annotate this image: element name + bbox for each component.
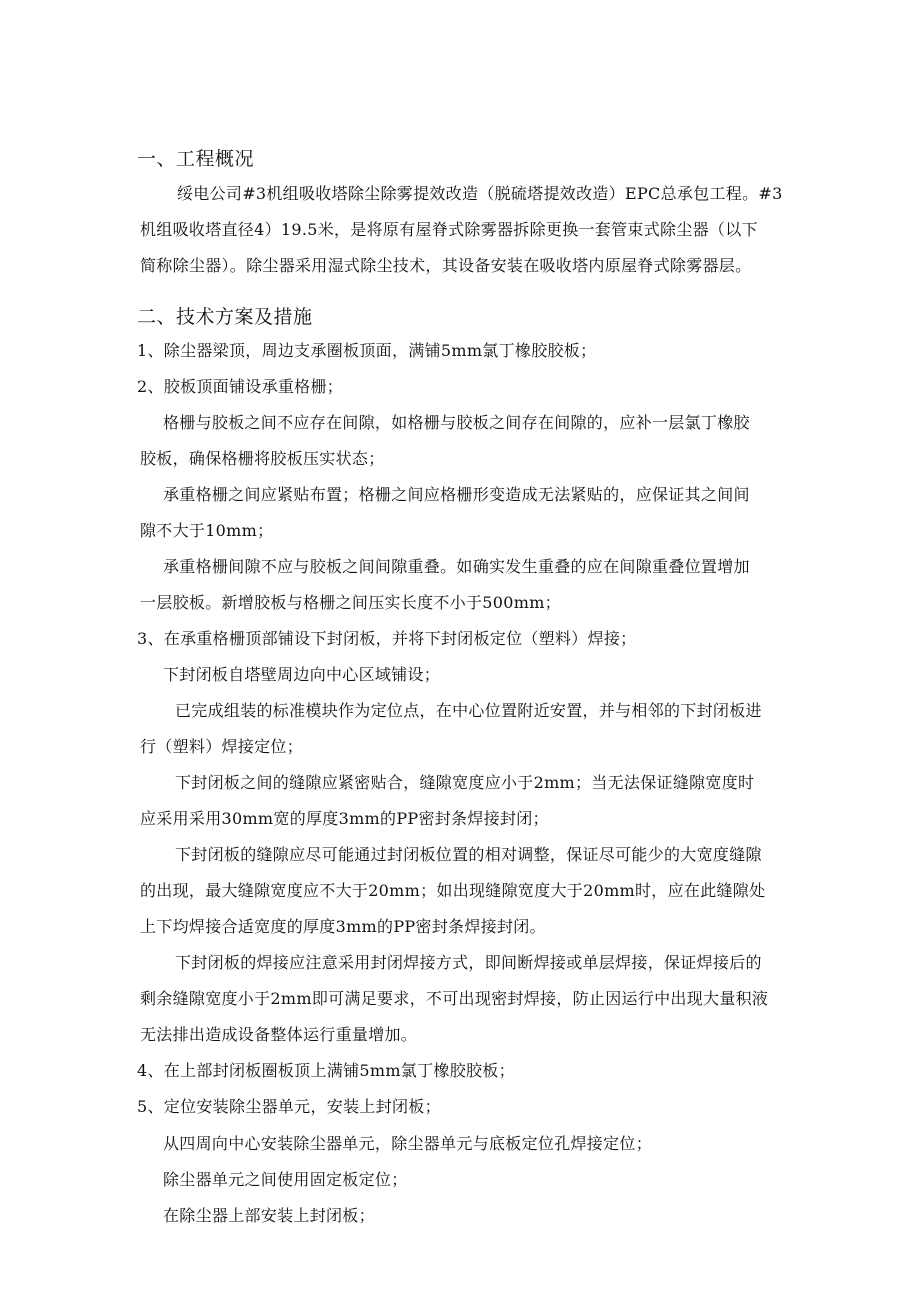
overview-line-3: 简称除尘器）。除尘器采用湿式除尘技术，其设备安装在吸收塔内原屋脊式除雾器层。: [140, 256, 752, 275]
tech-line-25: 在除尘器上部安装上封闭板；: [163, 1206, 375, 1225]
tech-line-12: 行（塑料）焊接定位；: [140, 737, 304, 756]
tech-line-24: 除尘器单元之间使用固定板定位；: [163, 1170, 408, 1189]
overview-line-1: 绥电公司#3机组吸收塔除尘除雾提效改造（脱硫塔提效改造）EPC总承包工程。#3: [177, 184, 783, 203]
tech-line-4: 胶板，确保格栅将胶板压实状态；: [140, 449, 385, 468]
tech-line-23: 从四周向中心安装除尘器单元，除尘器单元与底板定位孔焊接定位；: [163, 1134, 653, 1153]
tech-line-5: 承重格栅之间应紧贴布置；格栅之间应格栅形变造成无法紧贴的，应保证其之间间: [163, 485, 750, 504]
tech-line-11: 已完成组装的标准模块作为定位点，在中心位置附近安置，并与相邻的下封闭板进: [175, 701, 762, 720]
tech-line-22: 5、定位安装除尘器单元，安装上封闭板；: [137, 1097, 441, 1116]
tech-line-17: 上下均焊接合适宽度的厚度3mm的PP密封条焊接封闭。: [140, 917, 546, 936]
tech-line-19: 剩余缝隙宽度小于2mm即可满足要求，不可出现密封焊接，防止因运行中出现大量积液: [140, 989, 769, 1008]
tech-line-18: 下封闭板的焊接应注意采用封闭焊接方式，即间断焊接或单层焊接，保证焊接后的: [175, 953, 762, 972]
tech-line-15: 下封闭板的缝隙应尽可能通过封闭板位置的相对调整，保证尽可能少的大宽度缝隙: [175, 845, 762, 864]
tech-line-2: 2、胶板顶面铺设承重格栅；: [137, 377, 344, 396]
section-heading-overview: 一、工程概况: [137, 148, 255, 170]
tech-line-7: 承重格栅间隙不应与胶板之间间隙重叠。如确实发生重叠的应在间隙重叠位置增加: [163, 557, 750, 576]
section-heading-technical: 二、技术方案及措施: [137, 306, 313, 328]
tech-line-9: 3、在承重格栅顶部铺设下封闭板，并将下封闭板定位（塑料）焊接；: [137, 629, 637, 648]
tech-line-16: 的出现，最大缝隙宽度应不大于20mm；如出现缝隙宽度大于20mm时，应在此缝隙处: [140, 881, 766, 900]
overview-line-2: 机组吸收塔直径4）19.5米，是将原有屋脊式除雾器拆除更换一套管束式除尘器（以下: [140, 220, 758, 239]
tech-line-1: 1、除尘器梁顶，周边支承圈板顶面，满铺5mm氯丁橡胶胶板；: [137, 341, 597, 360]
tech-line-13: 下封闭板之间的缝隙应紧密贴合，缝隙宽度应小于2mm；当无法保证缝隙宽度时: [175, 773, 755, 792]
tech-line-8: 一层胶板。新增胶板与格栅之间压实长度不小于500mm；: [140, 593, 561, 612]
tech-line-3: 格栅与胶板之间不应存在间隙，如格栅与胶板之间存在间隙的，应补一层氯丁橡胶: [163, 413, 750, 432]
tech-line-20: 无法排出造成设备整体运行重量增加。: [140, 1025, 418, 1044]
tech-line-6: 隙不大于10mm；: [140, 521, 274, 540]
tech-line-14: 应采用采用30mm宽的厚度3mm的PP密封条焊接封闭；: [140, 809, 549, 828]
tech-line-10: 下封闭板自塔壁周边向中心区域铺设；: [163, 665, 441, 684]
tech-line-21: 4、在上部封闭板圈板顶上满铺5mm氯丁橡胶胶板；: [137, 1061, 515, 1080]
